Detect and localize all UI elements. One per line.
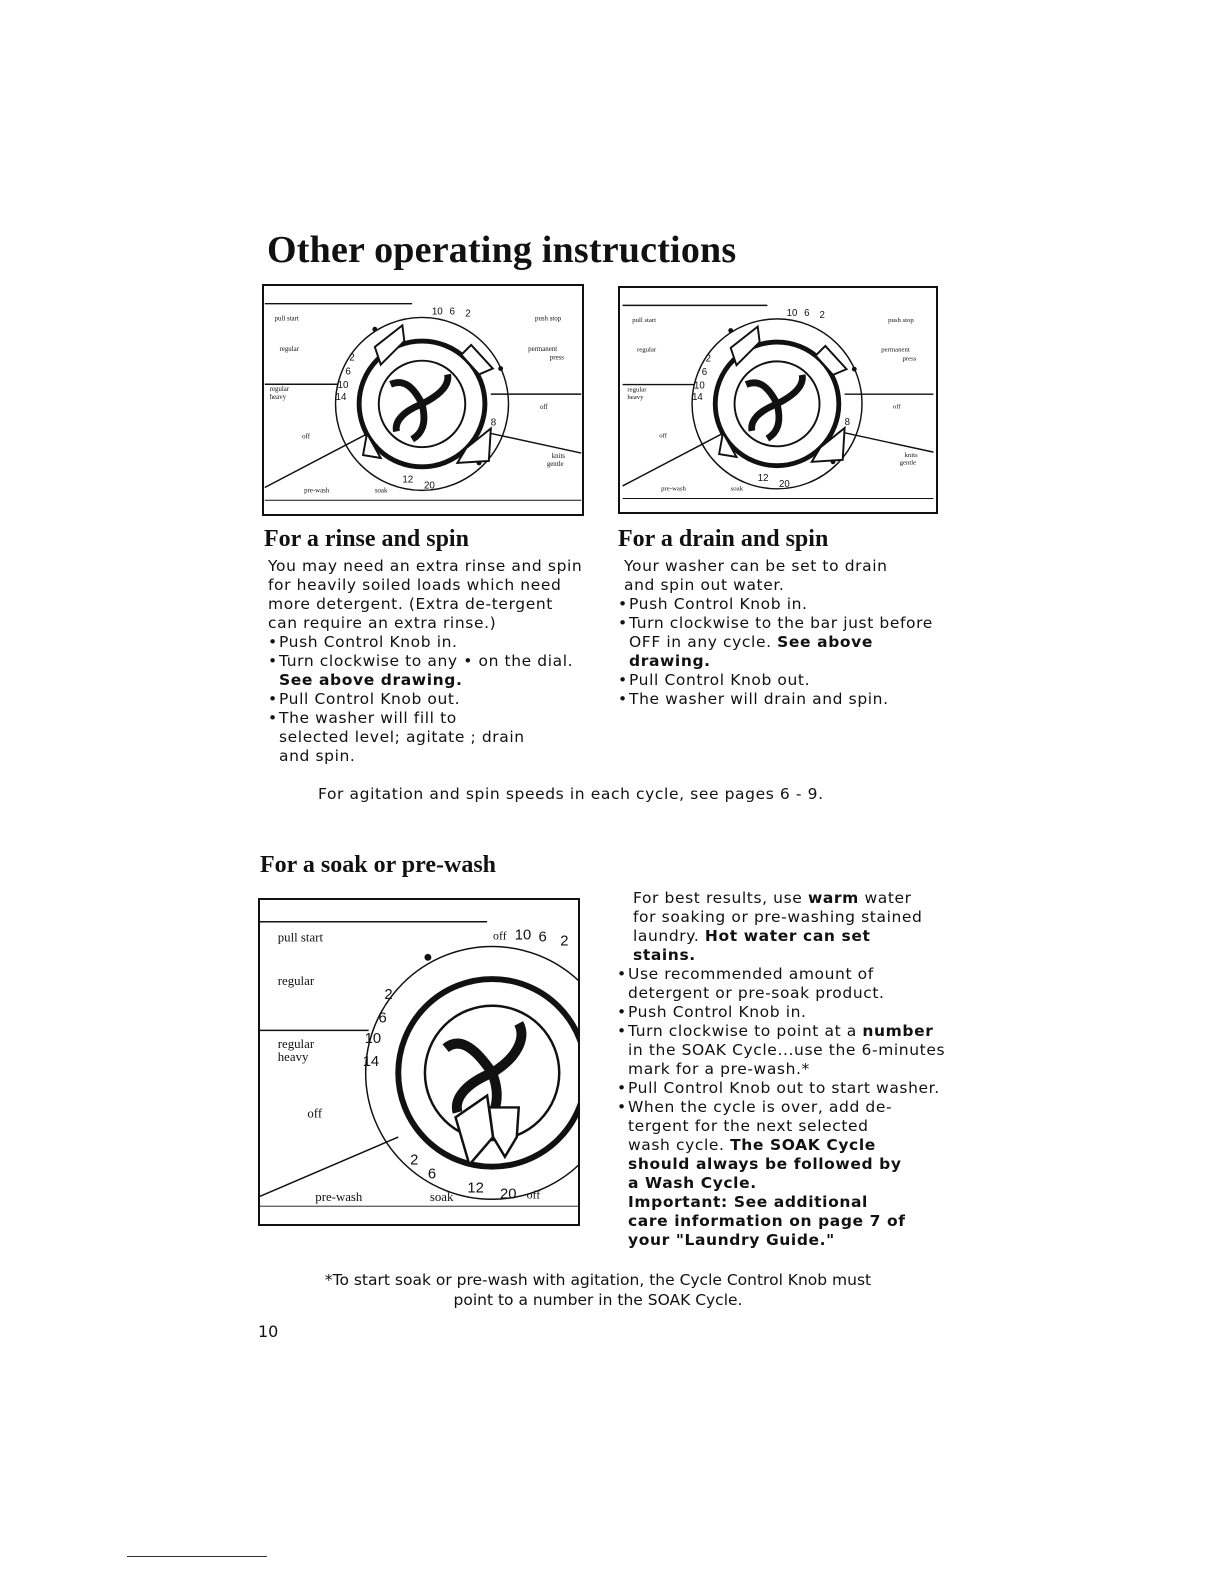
soak-intro: For best results, use warm water for soaking or pre-washing stained laundry. Hot water can set stains. (633, 889, 923, 964)
dial-label-off-left: off (659, 432, 667, 440)
dial-label-off-left: off (302, 433, 310, 441)
agitation-speeds-note: For agitation and spin speeds in each cycle, see pages 6 - 9. (318, 785, 824, 803)
soak-footnote: *To start soak or pre-wash with agitation, the Cycle Control Knob must point to a number in the SOAK Cycle. (324, 1271, 872, 1309)
dial-num-12: 12 (467, 1180, 484, 1197)
dial-label-gentle: gentle (546, 460, 564, 468)
dial-num-10: 10 (694, 380, 705, 392)
dial-label-permanent: permanent (528, 345, 558, 353)
dial-label-regular: regular (279, 345, 299, 353)
drain-spin-intro: Your washer can be set to drain and spin out water. (624, 557, 888, 594)
drain-spin-step-2: • Turn clockwise to the bar just before OFF in any cycle. See above drawing. (618, 614, 948, 671)
dial-label-off-right: off (892, 403, 901, 411)
soak-prewash-instructions (617, 889, 947, 1250)
soak-step-2: • Push Control Knob in. (617, 1003, 947, 1022)
soak-step-4: • Pull Control Knob out to start washer. (617, 1079, 947, 1098)
dial-label-heavy: heavy (277, 1050, 309, 1065)
dial-num-14: 14 (362, 1053, 380, 1070)
dial-label-soak: soak (429, 1190, 454, 1205)
dial-num-bottom-2: 2 (410, 1152, 419, 1169)
dial-label-pre-wash: pre-wash (661, 485, 686, 493)
dial-num-bottom-6: 6 (427, 1166, 437, 1183)
page-title: Other operating instructions (267, 229, 737, 271)
dial-num-top-10: 10 (431, 306, 443, 318)
dial-num-2: 2 (384, 986, 393, 1003)
drain-spin-heading: For a drain and spin (618, 526, 829, 552)
drain-spin-dial-illustration (618, 286, 938, 514)
dial-label-regular-heavy: regular (627, 386, 647, 394)
dial-num-12: 12 (402, 474, 414, 486)
dial-label-off-top: off (493, 928, 507, 943)
rinse-spin-dial-illustration (262, 284, 584, 516)
dial-num-8: 8 (490, 417, 497, 429)
dial-num-14: 14 (335, 392, 347, 403)
dial-label-gentle: gentle (899, 459, 917, 467)
dial-label-regular: regular (637, 346, 657, 354)
soak-prewash-heading: For a soak or pre-wash (260, 852, 497, 878)
dial-num-8: 8 (844, 417, 850, 429)
dial-num-20: 20 (423, 480, 435, 492)
dial-num-2: 2 (705, 353, 711, 365)
dial-num-top-6: 6 (538, 929, 547, 946)
dial-label-regular-heavy: regular (277, 1037, 315, 1052)
dial-label-permanent: permanent (881, 346, 910, 354)
dial-num-12: 12 (757, 473, 769, 485)
drain-spin-step-1: • Push Control Knob in. (618, 595, 948, 614)
rinse-spin-intro: You may need an extra rinse and spin for heavily soiled loads which need more detergent. (Extra de-tergent can require an extra rinse.) (268, 557, 583, 632)
dial-num-top-10: 10 (514, 927, 532, 944)
footer-rule (127, 1556, 267, 1557)
dial-label-pull-start: pull start (274, 315, 299, 323)
rinse-spin-step-1: • Push Control Knob in. (268, 633, 588, 652)
dial-label-pull-start: pull start (632, 316, 657, 324)
dial-num-top-10: 10 (786, 308, 798, 319)
dial-label-pre-wash: pre-wash (304, 487, 330, 495)
dial-label-knits: knits (904, 451, 918, 459)
soak-dial-illustration (258, 898, 580, 1226)
dial-label-off: off (307, 1106, 323, 1121)
page-number: 10 (258, 1322, 279, 1341)
soak-important-note: Important: See additional care information on page 7 of your "Laundry Guide." (628, 1193, 906, 1249)
dial-num-top-6: 6 (804, 308, 810, 319)
dial-num-top-2: 2 (819, 309, 825, 321)
dial-num-top-2: 2 (465, 308, 471, 320)
soak-step-1: • Use recommended amount of detergent or pre-soak product. (617, 965, 898, 1003)
dial-label-soak: soak (374, 487, 388, 495)
dial-num-6: 6 (378, 1010, 387, 1027)
dial-num-14: 14 (692, 392, 703, 403)
rinse-spin-instructions (268, 557, 588, 766)
dial-label-push-stop: push stop (888, 316, 914, 324)
dial-label-heavy: heavy (627, 394, 644, 402)
dial-label-off-right: off (539, 403, 548, 411)
rinse-spin-step-4: • The washer will fill to selected level; agitate ; drain and spin. (268, 709, 529, 766)
dial-label-knits: knits (551, 452, 566, 460)
dial-num-2: 2 (349, 352, 355, 364)
dial-num-20: 20 (499, 1186, 517, 1203)
dial-label-regular-heavy: regular (269, 386, 290, 394)
rinse-spin-step-2: • Turn clockwise to any • on the dial. See above drawing. (268, 652, 588, 690)
dial-num-6: 6 (345, 366, 351, 378)
dial-label-press: press (549, 354, 564, 362)
soak-step-3: • Turn clockwise to point at a number in the SOAK Cycle...use the 6-minutes mark for a pre-wash.* (617, 1022, 947, 1079)
dial-label-regular: regular (277, 973, 315, 988)
dial-label-soak: soak (730, 485, 744, 493)
dial-label-push-stop: push stop (535, 315, 562, 323)
dial-num-6: 6 (701, 366, 708, 378)
drain-spin-step-3: • Pull Control Knob out. (618, 671, 948, 690)
dial-num-top-6: 6 (449, 306, 456, 318)
drain-spin-instructions (618, 557, 948, 709)
dial-num-top-2: 2 (560, 933, 569, 950)
drain-spin-step-4: • The washer will drain and spin. (618, 690, 948, 709)
dial-label-pull-start: pull start (277, 930, 324, 945)
dial-num-20: 20 (778, 478, 790, 490)
dial-label-press: press (902, 355, 917, 363)
soak-step-5: • When the cycle is over, add de-tergent for the next selected wash cycle. The SOAK Cycle should always be followed by a Wash Cycle. (617, 1098, 908, 1193)
rinse-spin-heading: For a rinse and spin (264, 526, 469, 552)
rinse-spin-step-3: • Pull Control Knob out. (268, 690, 588, 709)
dial-num-10: 10 (364, 1031, 382, 1048)
dial-label-off-bottom: off (526, 1187, 541, 1202)
dial-num-10: 10 (337, 380, 349, 392)
dial-label-pre-wash: pre-wash (315, 1190, 363, 1205)
dial-label-heavy: heavy (269, 394, 287, 402)
